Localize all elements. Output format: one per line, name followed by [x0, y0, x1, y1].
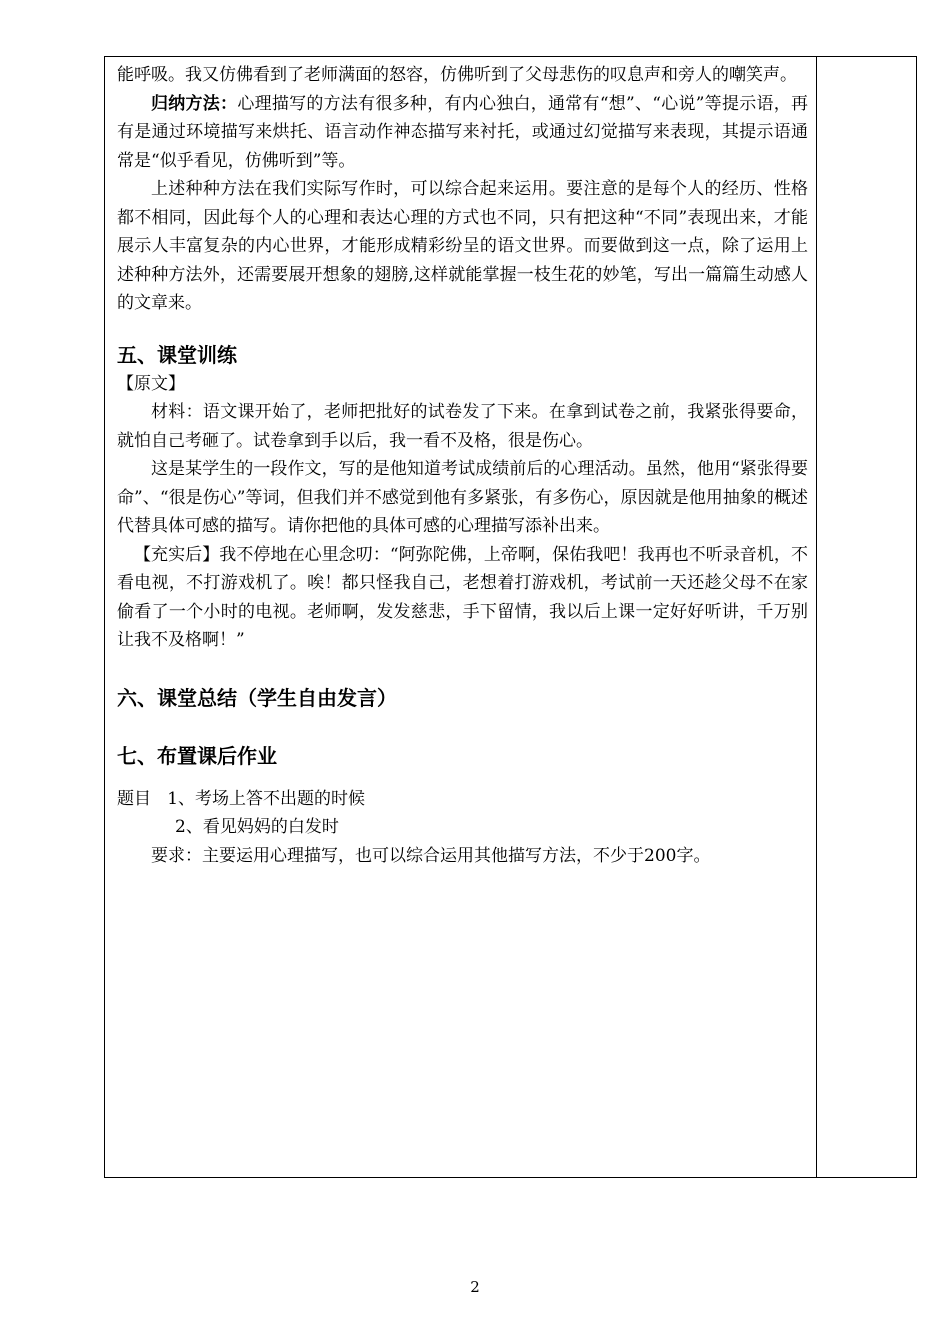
continuation-paragraph: 能呼吸。我又仿佛看到了老师满面的怒容，仿佛听到了父母悲伤的叹息声和旁人的嘲笑声。 [117, 65, 797, 85]
method-summary-text: 心理描写的方法有很多种，有内心独白，通常有“想”、“心说”等提示语，再有是通过环境描写来烘托、语言动作神态描写来衬托，或通过幻觉描写来表现，其提示语通常是“似乎看见，仿佛听到”等。 [117, 93, 808, 171]
page-number: 2 [470, 1278, 480, 1296]
analysis-paragraph: 这是某学生的一段作文，写的是他知道考试成绩前后的心理活动。虽然，他用“紧张得要命”、“很是伤心”等词，但我们并不感觉到他有多紧张，有多伤心，原因就是他用抽象的概述代替具体可感的描写。请你把他的具体可感的心理描写添补出来。 [117, 459, 808, 536]
topic-1-text: 1、考场上答不出题的时候 [167, 788, 366, 809]
revised-paragraph [117, 541, 808, 655]
revised-text: 我不停地在心里念叨：“阿弥陀佛，上帝啊，保佑我吧！我再也不听录音机，不看电视，不打游戏机了。唉！都只怪我自己，老想着打游戏机，考试前一天还趁父母不在家偷看了一个小时的电视。老师啊，发发慈悲，手下留情，我以后上课一定好好听讲，千万别让我不及格啊！” [117, 544, 808, 650]
method-paragraph: 上述种种方法在我们实际写作时，可以综合起来运用。要注意的是每个人的经历、性格都不相同，因此每个人的心理和表达心理的方式也不同，只有把这种“不同”表现出来，才能展示人丰富复杂的内心世界，才能形成精彩纷呈的语文世界。而要做到这一点，除了运用上述种种方法外，还需要展开想象的翅膀,这样就能掌握一枝生花的妙笔，写出一篇篇生动感人的文章来。 [117, 179, 808, 313]
method-summary-paragraph [117, 90, 808, 176]
lesson-table [104, 56, 917, 1178]
section7-heading: 七、布置课后作业 [117, 743, 277, 768]
homework-topic-2: 2、看见妈妈的白发时 [175, 817, 339, 837]
topic-label: 题目 [117, 788, 151, 809]
revised-label: 【充实后】 [134, 544, 220, 565]
notes-cell [817, 57, 916, 1177]
section5-heading: 五、课堂训练 [117, 342, 237, 367]
homework-requirement: 要求：主要运用心理描写，也可以综合运用其他描写方法，不少于200字。 [151, 845, 711, 866]
homework-topic-1 [117, 785, 808, 814]
section6-heading: 六、课堂总结（学生自由发言） [117, 685, 397, 710]
material-paragraph: 材料：语文课开始了，老师把批好的试卷发了下来。在拿到试卷之前，我紧张得要命，就怕自己考砸了。试卷拿到手以后，我一看不及格，很是伤心。 [117, 402, 808, 451]
content-cell [105, 57, 817, 1177]
original-label: 【原文】 [117, 373, 185, 394]
lesson-content [117, 61, 808, 870]
method-summary-label: 归纳方法： [151, 93, 238, 114]
